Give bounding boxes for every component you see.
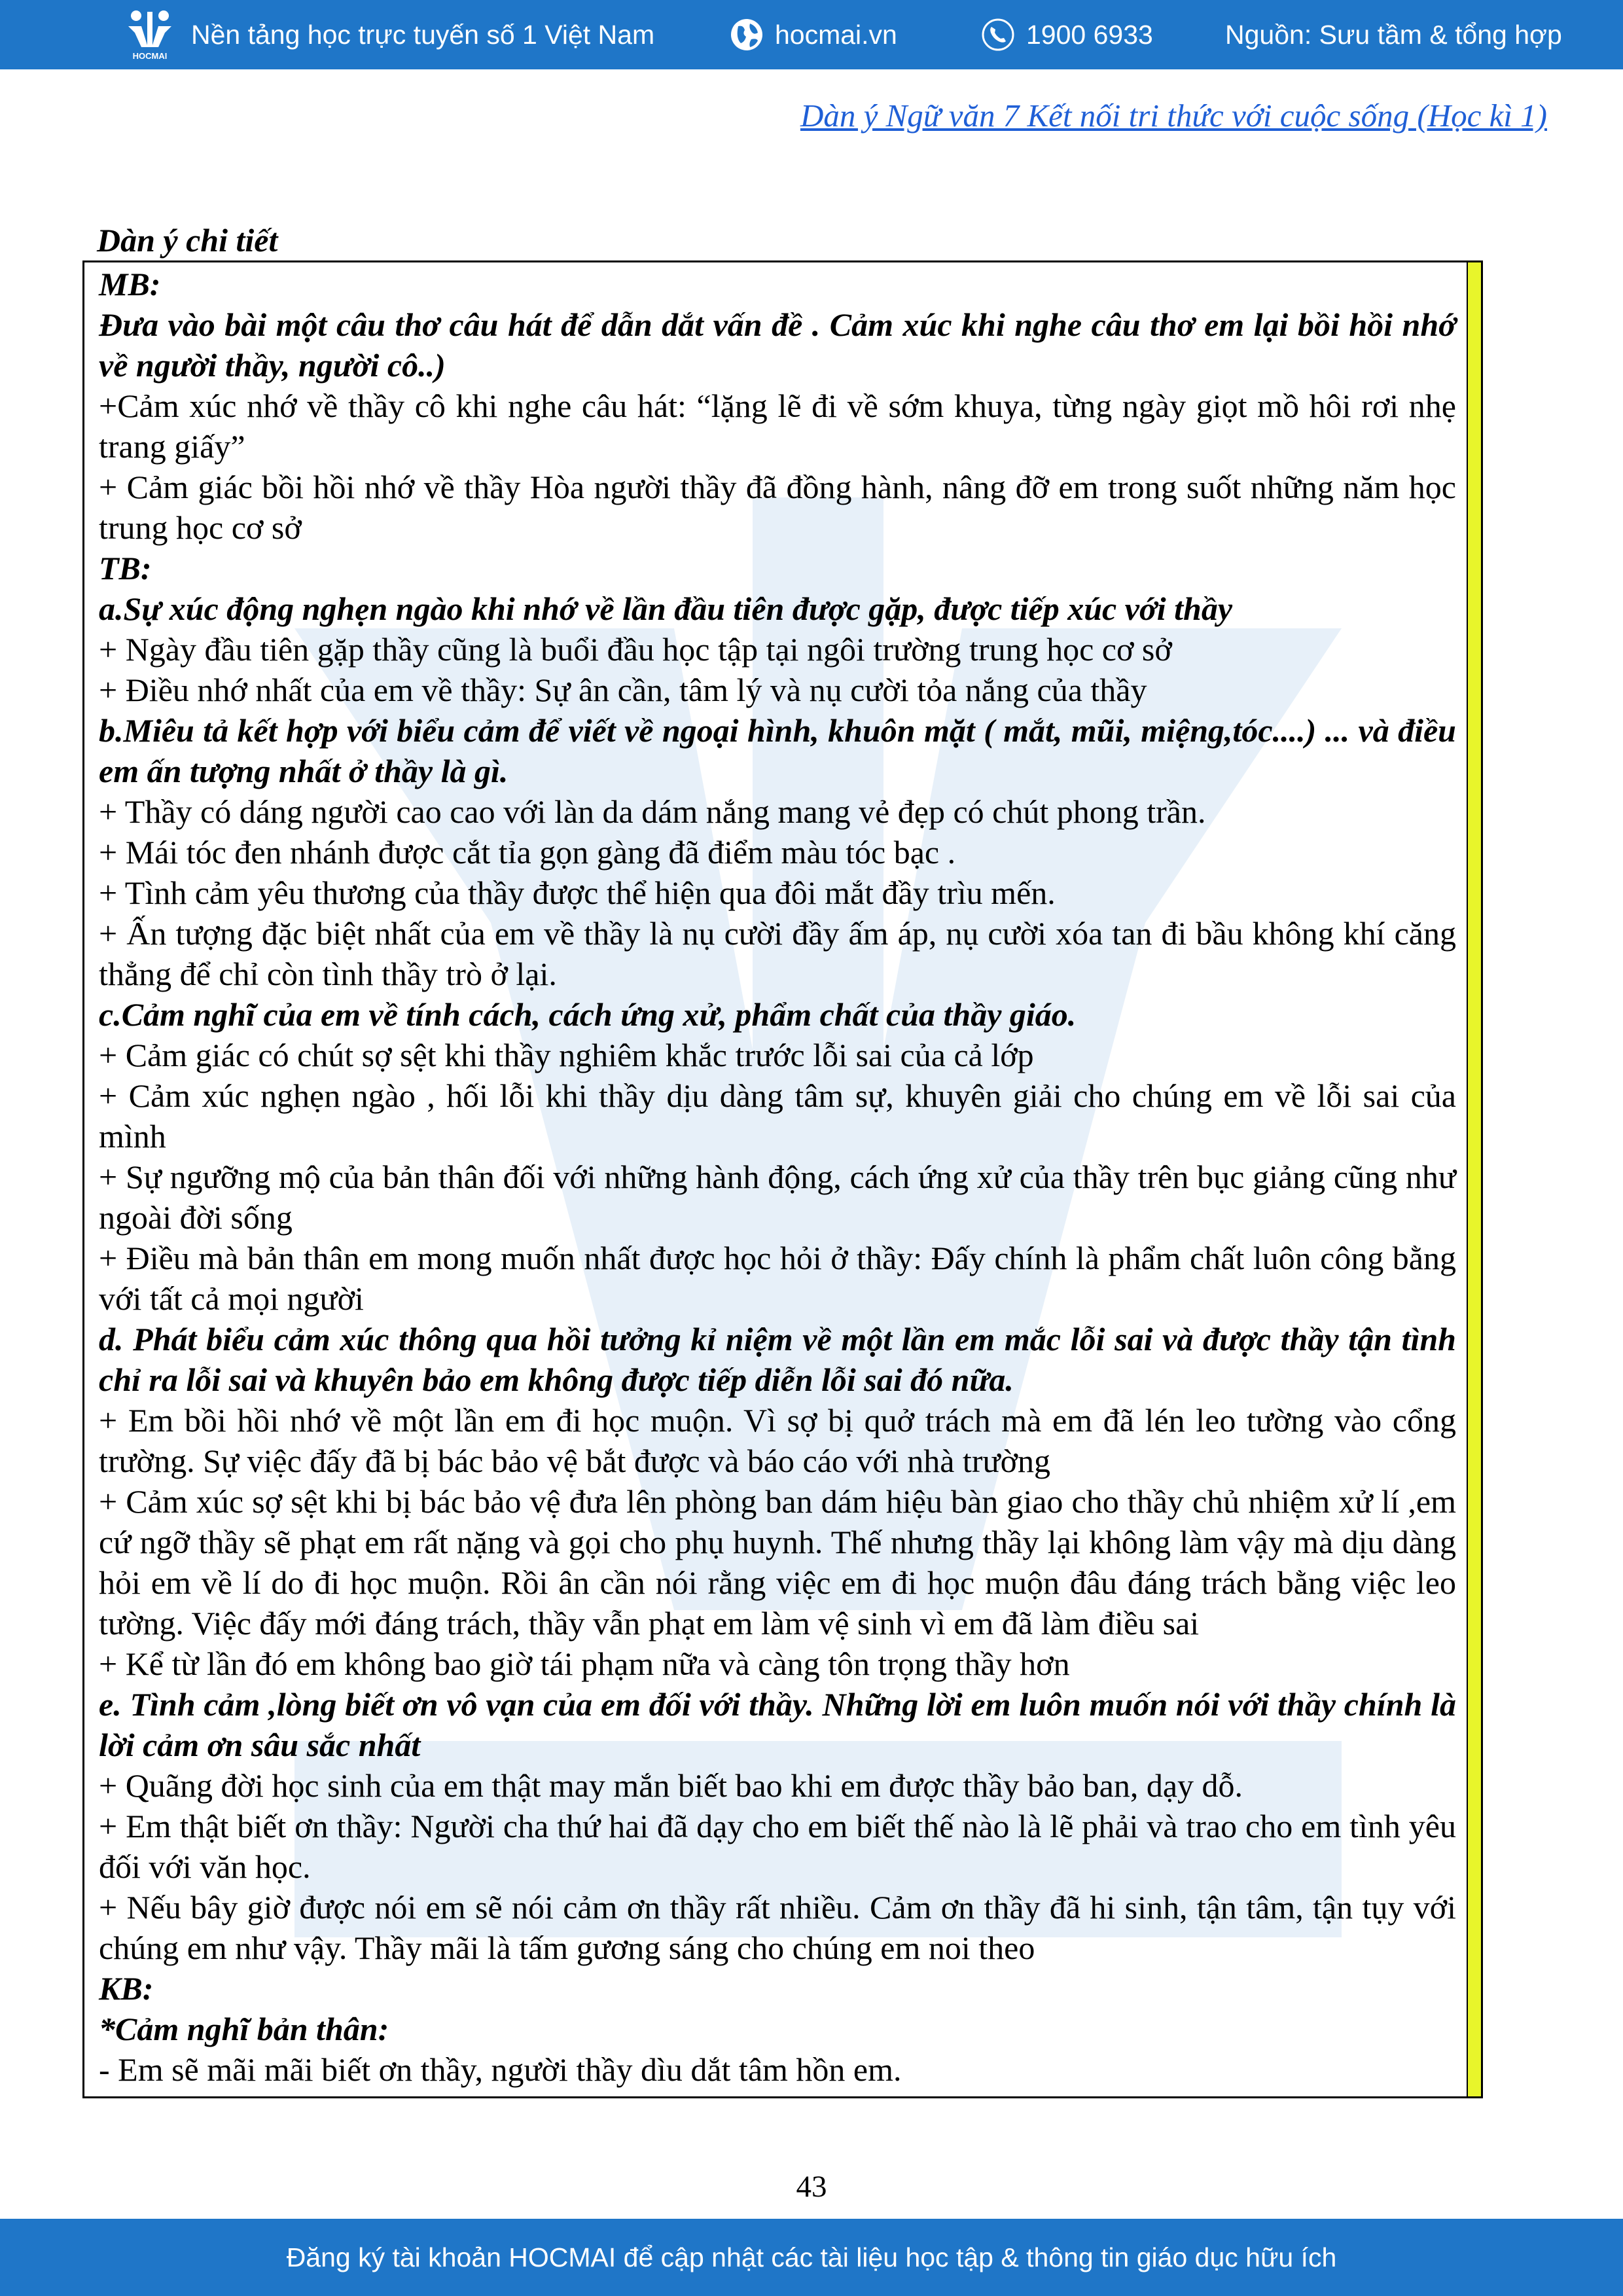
phone-text: 1900 6933 [1026, 19, 1153, 50]
outline-line: KB: [99, 1970, 154, 2007]
footer-text: Đăng ký tài khoản HOCMAI để cập nhật các tài liệu học tập & thông tin giáo dục hữu ích [286, 2242, 1337, 2272]
hocmai-logo-icon [122, 7, 178, 63]
page-number: 43 [796, 2170, 827, 2204]
outline-line: Đưa vào bài một câu thơ câu hát để dẫn dắt vấn đề . Cảm xúc khi nghe câu thơ em lại bồi hồi nhớ về người thầy, người cô..) [99, 306, 1456, 384]
outline-line: - Em sẽ mãi mãi biết ơn thầy, người thầy dìu dắt tâm hồn em. [99, 2051, 902, 2088]
header-bar [0, 0, 1623, 69]
outline-line: + Điều nhớ nhất của em về thầy: Sự ân cần, tâm lý và nụ cười tỏa nắng của thầy [99, 672, 1147, 708]
document-title-link[interactable]: Dàn ý Ngữ văn 7 Kết nối tri thức với cuộc sống (Học kì 1) [800, 98, 1547, 134]
outline-line: + Sự ngưỡng mộ của bản thân đối với những hành động, cách ứng xử của thầy trên bục giảng cũng như ngoài đời sống [99, 1158, 1456, 1236]
website-link[interactable] [729, 0, 897, 69]
outline-line: e. Tình cảm ,lòng biết ơn vô vạn của em đối với thầy. Những lời em luôn muốn nói với thầy chính là lời cảm ơn sâu sắc nhất [99, 1686, 1456, 1763]
outline-line: c.Cảm nghĩ của em về tính cách, cách ứng xử, phẩm chất của thầy giáo. [99, 996, 1077, 1033]
outline-line: b.Miêu tả kết hợp với biểu cảm để viết về ngoại hình, khuôn mặt ( mắt, mũi, miệng,tóc....) ... và điều em ấn tượng nhất ở thầy là gì. [99, 712, 1456, 789]
globe-icon [729, 17, 764, 52]
outline-line: + Quãng đời học sinh của em thật may mắn biết bao khi em được thầy bảo ban, dạy dỗ. [99, 1767, 1243, 1804]
outline-line: TB: [99, 550, 152, 586]
outline-line: + Nếu bây giờ được nói em sẽ nói cảm ơn thầy rất nhiều. Cảm ơn thầy đã hi sinh, tận tâm, tận tụy với chúng em như vậy. Thầy mãi là tấm gương sáng cho chúng em noi theo [99, 1889, 1456, 1966]
outline-line: *Cảm nghĩ bản thân: [99, 2011, 389, 2047]
outline-line: + Cảm xúc nghẹn ngào , hối lỗi khi thầy dịu dàng tâm sự, khuyên giải cho chúng em về lỗi sai của mình [99, 1077, 1456, 1155]
outline-line: + Ngày đầu tiên gặp thầy cũng là buổi đầu học tập tại ngôi trường trung học cơ sở [99, 631, 1172, 668]
outline-line: + Cảm xúc sợ sệt khi bị bác bảo vệ đưa lên phòng ban dám hiệu bàn giao cho thầy chủ nhiệm xử lí ,em cứ ngỡ thầy sẽ phạt em rất nặng và gọi cho phụ huynh. Thế nhưng thầy lại không làm vậy mà dịu dàng hỏi em về lí do đi học muộn. Rồi ân cần nói rằng việc em đi học muộn đâu đáng trách bằng việc leo tường. Việc đấy mới đáng trách, thầy vẫn phạt em làm vệ sinh vì em đã làm điều sai [99, 1483, 1456, 1641]
highlight-bar [1467, 262, 1481, 2096]
footer-bar [0, 2219, 1623, 2296]
outline-content [99, 264, 1456, 2090]
outline-box [82, 260, 1483, 2098]
outline-line: + Tình cảm yêu thương của thầy được thể hiện qua đôi mắt đầy trìu mến. [99, 874, 1056, 911]
outline-line: + Cảm giác bồi hồi nhớ về thầy Hòa người thầy đã đồng hành, nâng đỡ em trong suốt những năm học trung học cơ sở [99, 469, 1456, 546]
outline-line: + Mái tóc đen nhánh được cắt tỉa gọn gàng đã điểm màu tóc bạc . [99, 834, 956, 870]
outline-line: + Kể từ lần đó em không bao giờ tái phạm nữa và càng tôn trọng thầy hơn [99, 1645, 1070, 1682]
outline-line: + Điều mà bản thân em mong muốn nhất được học hỏi ở thầy: Đấy chính là phẩm chất luôn công bằng với tất cả mọi người [99, 1240, 1456, 1317]
outline-line: d. Phát biểu cảm xúc thông qua hồi tưởng kỉ niệm về một lần em mắc lỗi sai và được thầy tận tình chỉ ra lỗi sai và khuyên bảo em không được tiếp diễn lỗi sai đó nữa. [99, 1321, 1456, 1398]
phone-icon [980, 17, 1016, 52]
header-source: Nguồn: Sưu tầm & tổng hợp [1225, 19, 1562, 50]
outline-line: +Cảm xúc nhớ về thầy cô khi nghe câu hát: “lặng lẽ đi về sớm khuya, từng ngày giọt mồ hôi rơi nhẹ trang giấy” [99, 387, 1456, 465]
outline-line: + Em thật biết ơn thầy: Người cha thứ hai đã dạy cho em biết thế nào là lẽ phải và trao cho em tình yêu đối với văn học. [99, 1808, 1456, 1885]
outline-line: + Em bồi hồi nhớ về một lần em đi học muộn. Vì sợ bị quở trách mà em đã lén leo tường vào cổng trường. Sự việc đấy đã bị bác bảo vệ bắt được và báo cáo với nhà trường [99, 1402, 1456, 1479]
website-text: hocmai.vn [775, 19, 897, 50]
logo-text: HOCMAI [132, 51, 168, 61]
outline-line: MB: [99, 266, 161, 302]
outline-line: + Cảm giác có chút sợ sệt khi thầy nghiêm khắc trước lỗi sai của cả lớp [99, 1037, 1034, 1073]
phone-link[interactable] [980, 0, 1153, 69]
outline-line: + Ấn tượng đặc biệt nhất của em về thầy là nụ cười đầy ấm áp, nụ cười xóa tan đi bầu không khí căng thẳng để chỉ còn tình thầy trò ở lại. [99, 915, 1456, 992]
outline-line: a.Sự xúc động nghẹn ngào khi nhớ về lần đầu tiên được gặp, được tiếp xúc với thầy [99, 590, 1233, 627]
section-heading: Dàn ý chi tiết [97, 222, 278, 259]
outline-line: + Thầy có dáng người cao cao với làn da dám nắng mang vẻ đẹp có chút phong trần. [99, 793, 1206, 830]
header-tagline: Nền tảng học trực tuyến số 1 Việt Nam [191, 19, 655, 50]
